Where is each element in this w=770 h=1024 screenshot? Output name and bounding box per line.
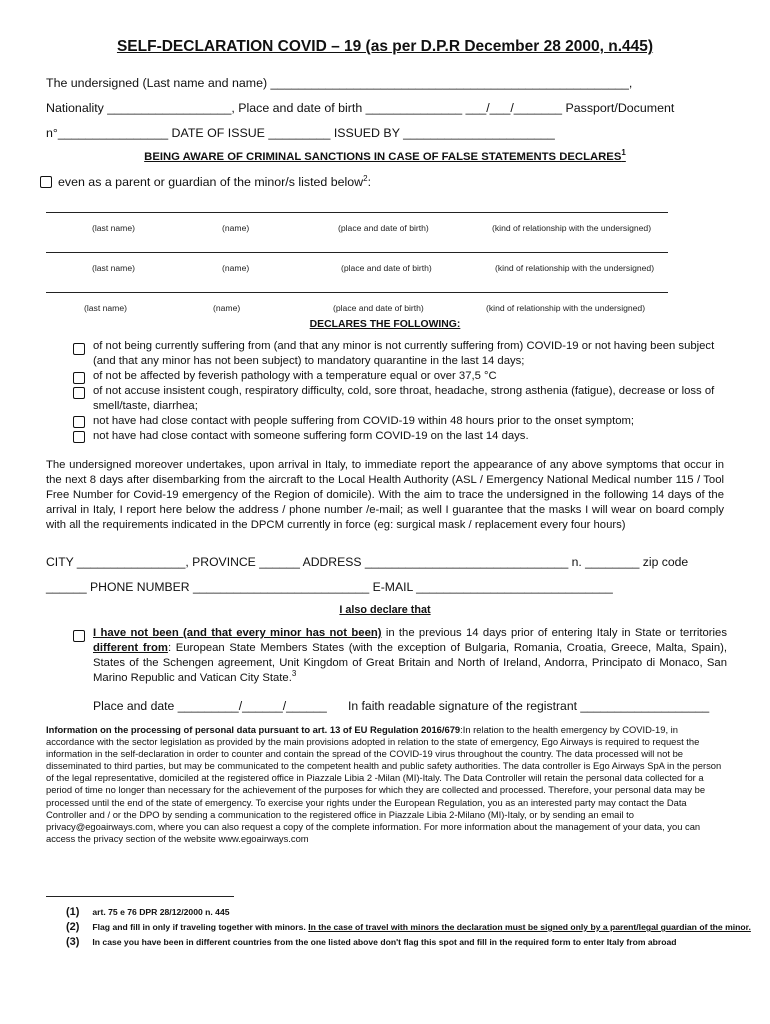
minor-2-relationship-label: (kind of relationship with the undersigned) bbox=[495, 263, 655, 273]
travel-statement-bold: I have not been (and that every minor has not been) bbox=[93, 627, 382, 639]
aware-footnote-ref: 1 bbox=[621, 148, 626, 158]
declaration-4-checkbox[interactable] bbox=[73, 416, 85, 428]
aware-heading bbox=[0, 148, 770, 163]
travel-countries-text bbox=[93, 626, 727, 686]
minor-row-3-line[interactable] bbox=[46, 292, 668, 293]
guardian-footnote-ref: 2 bbox=[363, 173, 368, 183]
place-date-field[interactable]: Place and date _________/______/______ bbox=[93, 699, 327, 713]
privacy-text: :In relation to the health emergency by COVID-19, in accordance with the sector legislation as provided by the main provisions adopted in relation to the state of emergency, Ego Airways is required to request the information in the self-declaration in order to counter and contain the spread of the COVID-19 virus throughout the country. The data processed will not be disseminated to third parties, but may be communicated to the competent health and public safety authorities. The data controller is Ego Airways SpA in the person of the legal representative, domiciled at the registered office in Piazzale Libia 2 -Milan (MI)-Italy. The Data Controller will retain the personal data collected for a period of time no longer than necessary for the achievement of the purposes for which they are collected and processed. Therefore, your personal data may be processed until the end of the state of emergency. To exercise your rights under the European Regulation, you as an interested party may contact the Data Controller and / or the DPO by sending a communication to the registered office in Piazzale Libia 2-Milano (MI)-Italy, or by sending an email to privacy@egoairways.com, where you can also request a copy of the complete information. For more information about the management of your data, you can access the privacy section of the website www.egoairways.com bbox=[46, 724, 722, 844]
declares-heading: DECLARES THE FOLLOWING: bbox=[309, 319, 461, 330]
footnote-2-underlined: In the case of travel with minors the declaration must be signed only by a parent/legal guardian of the minor. bbox=[308, 922, 751, 932]
declaration-4-text: not have had close contact with people suffering from COVID-19 within 48 hours prior to the onset symptom; bbox=[93, 415, 635, 427]
travel-statement-mid: in the previous 14 days prior of entering Italy in State or territories bbox=[381, 627, 727, 639]
also-declare-heading: I also declare that bbox=[339, 604, 431, 616]
declaration-1-text: of not being currently suffering from (and that any minor is not currently suffering from) COVID-19 or not having been subject (and that any minor has not been subject) to mandatory quarantine in the last 14 days; bbox=[93, 340, 715, 367]
undertaking-paragraph: The undersigned moreover undertakes, upon arrival in Italy, to immediate report the appearance of any above symptoms that occur in the next 8 days after disembarking from the aircraft to the Local Health Authority (ASL / Emergency National Medical number 115 / Tool Free Number for Covid-19 emergency of the Region of domicile). With the aim to trace the undersigned in the following 14 days of the arrival in Italy, I report here below the address / phone number /e-mail; as well I guarantee that the masks I will wear on board comply with all the requirements indicated in the DPCM currently in force (eg: surgical mask / replacement every four hours) bbox=[46, 459, 724, 531]
aware-heading-text: BEING AWARE OF CRIMINAL SANCTIONS IN CASE OF FALSE STATEMENTS DECLARES bbox=[144, 151, 622, 163]
nationality-row[interactable]: Nationality __________________, Place and date of birth ______________ ___/___/_______ Passport/Document bbox=[46, 101, 675, 115]
guardian-label bbox=[58, 175, 371, 189]
document-title: SELF-DECLARATION COVID – 19 (as per D.P.R December 28 2000, n.445) bbox=[116, 38, 654, 55]
minor-1-relationship-label: (kind of relationship with the undersigned) bbox=[492, 223, 652, 233]
travel-statement-different: different from bbox=[93, 642, 168, 654]
minor-3-birth-label: (place and date of birth) bbox=[333, 303, 424, 313]
declaration-5-text: not have had close contact with someone suffering form COVID-19 on the last 14 days. bbox=[93, 430, 529, 442]
minor-1-birth-label: (place and date of birth) bbox=[338, 223, 429, 233]
privacy-heading: Information on the processing of personal data pursuant to art. 13 of EU Regulation 2016/679 bbox=[46, 724, 461, 735]
guardian-colon: : bbox=[367, 175, 372, 189]
footnote-3-number: (3) bbox=[66, 936, 80, 948]
footnote-1-number: (1) bbox=[66, 906, 80, 918]
guardian-checkbox[interactable] bbox=[40, 176, 52, 188]
footnote-2-number: (2) bbox=[66, 921, 80, 933]
footnote-1 bbox=[66, 906, 230, 918]
minor-row-2-line[interactable] bbox=[46, 252, 668, 253]
declaration-3-checkbox[interactable] bbox=[73, 387, 85, 399]
declaration-5-checkbox[interactable] bbox=[73, 431, 85, 443]
minor-3-relationship-label: (kind of relationship with the undersigned) bbox=[486, 303, 646, 313]
minor-3-name-label: (name) bbox=[213, 303, 241, 313]
phone-email-row[interactable]: ______ PHONE NUMBER __________________________ E-MAIL _____________________________ bbox=[46, 580, 613, 594]
footnote-1-text: art. 75 e 76 DPR 28/12/2000 n. 445 bbox=[92, 907, 230, 917]
footnote-3 bbox=[66, 936, 677, 948]
minor-2-name-label: (name) bbox=[222, 263, 250, 273]
declaration-2-text: of not be affected by feverish pathology with a temperature equal or over 37,5 °C bbox=[93, 370, 497, 382]
travel-countries-checkbox[interactable] bbox=[73, 630, 85, 642]
minor-row-1-line[interactable] bbox=[46, 212, 668, 213]
signature-field[interactable]: In faith readable signature of the registrant ___________________ bbox=[348, 699, 710, 713]
travel-footnote-ref: 3 bbox=[291, 669, 297, 679]
declaration-3-text: of not accuse insistent cough, respiratory difficulty, cold, sore throat, headache, strong asthenia (fatigue), decrease or loss of smell/taste, diarrhea; bbox=[93, 385, 715, 412]
city-address-row[interactable]: CITY ________________, PROVINCE ______ ADDRESS ______________________________ n. ________ zip code bbox=[46, 555, 689, 569]
minor-2-last-name-label: (last name) bbox=[92, 263, 135, 273]
declaration-1-checkbox[interactable] bbox=[73, 343, 85, 355]
document-row[interactable]: n°________________ DATE OF ISSUE _________ ISSUED BY ______________________ bbox=[46, 126, 555, 140]
declaration-2-checkbox[interactable] bbox=[73, 372, 85, 384]
footnote-separator bbox=[46, 896, 234, 897]
minor-1-last-name-label: (last name) bbox=[92, 223, 135, 233]
travel-statement-rest: : European State Members States (with the exception of Bulgaria, Romania, Croatia, Greece, Malta, Spain), States of the Schengen agreement, Unit Kingdom of Great Britain and North of Ireland, Andorra, Principato di Monaco, San Marino Republic and Vatican City State. bbox=[93, 642, 728, 684]
guardian-text: even as a parent or guardian of the minor/s listed below bbox=[58, 175, 364, 189]
minor-1-name-label: (name) bbox=[222, 223, 250, 233]
name-row[interactable]: The undersigned (Last name and name) ____________________________________________________, bbox=[46, 76, 633, 90]
footnote-2 bbox=[66, 921, 751, 933]
privacy-information bbox=[46, 724, 728, 845]
footnote-3-text: In case you have been in different countries from the one listed above don't flag this spot and fill in the required form to enter Italy from abroad bbox=[92, 937, 677, 947]
minor-2-birth-label: (place and date of birth) bbox=[341, 263, 432, 273]
minor-3-last-name-label: (last name) bbox=[84, 303, 127, 313]
footnote-2-text: Flag and fill in only if traveling together with minors. bbox=[92, 922, 309, 932]
